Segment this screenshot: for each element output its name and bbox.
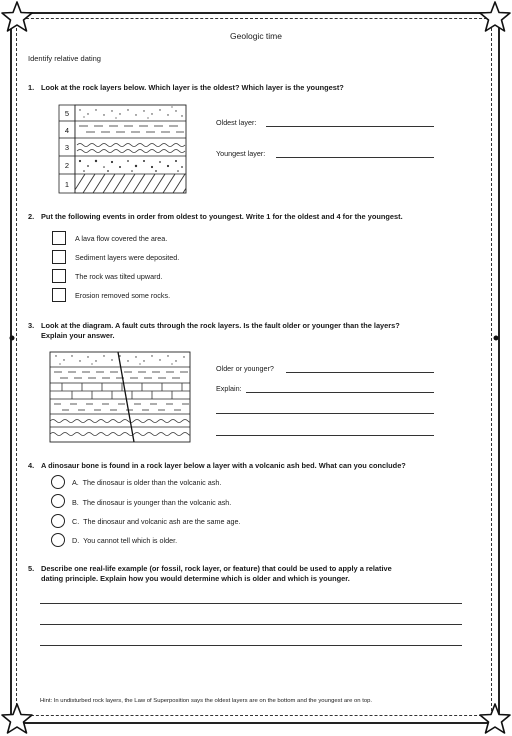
option-text: The dinosaur is older than the volcanic ash. <box>82 478 222 487</box>
question-text: Look at the diagram. A fault cuts through the rock layers. Is the fault older or younger than the layers? <box>41 321 400 330</box>
explain-answer-line[interactable] <box>216 413 434 414</box>
question-text: Look at the rock layers below. Which layer is the oldest? Which layer is the youngest? <box>41 83 344 92</box>
event-text: A lava flow covered the area. <box>75 234 168 243</box>
question-text: Explain your answer. <box>41 331 115 340</box>
event-text: Erosion removed some rocks. <box>75 291 171 300</box>
older-younger-answer-line[interactable] <box>286 372 434 373</box>
oldest-layer-label: Oldest layer: <box>216 118 257 127</box>
question-number: 5. <box>28 564 35 573</box>
option-c-radio[interactable] <box>51 514 65 528</box>
explain-answer-line[interactable] <box>246 392 434 393</box>
youngest-layer-label: Youngest layer: <box>216 149 266 158</box>
option-text: You cannot tell which is older. <box>83 536 178 545</box>
question-number: 3. <box>28 321 35 330</box>
order-box[interactable] <box>52 269 66 283</box>
answer-line[interactable] <box>40 603 462 604</box>
answer-line[interactable] <box>40 624 462 625</box>
explain-label: Explain: <box>216 384 242 393</box>
order-box[interactable] <box>52 250 66 264</box>
option-text: The dinosaur is younger than the volcanic ash. <box>82 498 232 507</box>
event-text: Sediment layers were deposited. <box>75 253 180 262</box>
layer-number: 3 <box>64 143 70 152</box>
option-letter: B. <box>72 498 79 507</box>
option-letter: D. <box>72 536 80 545</box>
question-number: 2. <box>28 212 35 221</box>
option-d <box>72 536 177 545</box>
question-text: Put the following events in order from oldest to youngest. Write 1 for the oldest and 4 for the youngest. <box>41 212 403 221</box>
event-text: The rock was tilted upward. <box>75 272 163 281</box>
question-3 <box>28 321 400 341</box>
layer-number: 5 <box>64 109 70 118</box>
page-title: Geologic time <box>230 31 282 41</box>
rock-layers-diagram <box>58 103 190 195</box>
fault-diagram <box>48 350 194 446</box>
question-text: dating principle. Explain how you would determine which is older and which is younger. <box>41 574 350 583</box>
oldest-layer-answer-line[interactable] <box>266 126 434 127</box>
option-text: The dinosaur and volcanic ash are the same age. <box>83 517 241 526</box>
page-subtitle: Identify relative dating <box>28 54 101 63</box>
question-number: 1. <box>28 83 35 92</box>
option-letter: C. <box>72 517 80 526</box>
question-4 <box>28 461 406 471</box>
layer-number: 1 <box>64 180 70 189</box>
hint-text: Hint: In undisturbed rock layers, the Law of Superposition says the oldest layers are on the bottom and the youngest are on top. <box>40 698 373 704</box>
question-2 <box>28 212 403 222</box>
option-c <box>72 517 241 526</box>
question-text: Describe one real-life example (or fossil, rock layer, or feature) that could be used to apply a relative <box>41 564 392 573</box>
option-b <box>72 498 231 507</box>
layer-number: 2 <box>64 161 70 170</box>
border-dot-icon <box>9 335 15 341</box>
star-icon <box>478 702 512 736</box>
option-a <box>72 478 221 487</box>
question-5 <box>28 564 392 584</box>
layer-number: 4 <box>64 126 70 135</box>
star-icon <box>0 702 34 736</box>
answer-line[interactable] <box>40 645 462 646</box>
question-number: 4. <box>28 461 35 470</box>
option-letter: A. <box>72 478 79 487</box>
option-d-radio[interactable] <box>51 533 65 547</box>
star-icon <box>478 0 512 34</box>
question-text: A dinosaur bone is found in a rock layer below a layer with a volcanic ash bed. What can you conclude? <box>41 461 406 470</box>
explain-answer-line[interactable] <box>216 435 434 436</box>
order-box[interactable] <box>52 288 66 302</box>
border-dot-icon <box>493 335 499 341</box>
star-icon <box>0 0 34 34</box>
youngest-layer-answer-line[interactable] <box>276 157 434 158</box>
option-b-radio[interactable] <box>51 494 65 508</box>
older-younger-label: Older or younger? <box>216 364 274 373</box>
option-a-radio[interactable] <box>51 475 65 489</box>
question-1 <box>28 83 344 93</box>
order-box[interactable] <box>52 231 66 245</box>
